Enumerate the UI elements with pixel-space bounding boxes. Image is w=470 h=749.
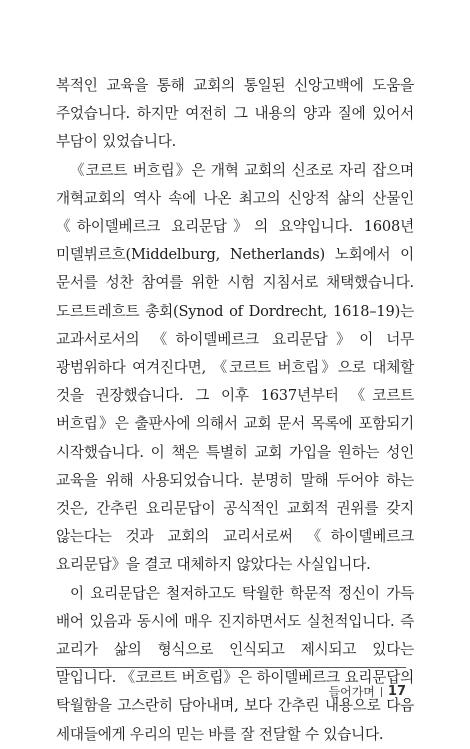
page-body — [56, 72, 414, 749]
page-number: 17 — [387, 684, 406, 699]
paragraph-3: 이 요리문답은 철저하고도 탁월한 학문적 정신이 가득 배어 있음과 동시에 매우 진지하면서도 실천적입니다. 즉 교리가 삶의 형식으로 인식되고 제시되고 있다는 말입니다. 《코르트 버흐립》은 하이델베르크 요리문답의 탁월함을 고스란히 담아내며, 보다 간추린 내용으로 다음 세대들에게 우리의 믿는 바를 잘 전달할 수 있습니다. — [56, 584, 414, 743]
page-footer — [329, 683, 406, 700]
footer-rule — [56, 667, 406, 668]
paragraph-2: 《코르트 버흐립》은 개혁 교회의 신조로 자리 잡으며 개혁교회의 역사 속에 나온 최고의 신앙적 삶의 산물인 《하이델베르크 요리문답》의 요약입니다. 1608년 미델뷔르흐(Middelburg, Netherlands) 노회에서 이 문서를 성찬 참여를 위한 시험 지침서로 채택했습니다. 도르트레흐트 총회(Synod of Dordrecht, 1618–19)는 교과서로서의 《하이델베르크 요리문답》이 너무 광범위하다 여겨진다면, 《코르트 버흐립》으로 대체할 것을 권장했습니다. 그 이후 1637년부터 《코르트 버흐립》은 출판사에 의해서 교회 문서 목록에 포함되기 시작했습니다. 이 책은 특별히 교회 가입을 원하는 성인 교육을 위해 사용되었습니다. 분명히 말해 두어야 하는 것은, 간추린 요리문답이 공식적인 교회적 권위를 갖지 않는다는 것과 교회의 교리서로써 《하이델베르크 요리문답》을 결코 대체하지 않았다는 사실입니다. — [56, 161, 414, 574]
paragraph-1: 복적인 교육을 통해 교회의 통일된 신앙고백에 도움을 주었습니다. 하지만 여전히 그 내용의 양과 질에 있어서 부담이 있었습니다. — [56, 77, 414, 151]
footer-separator — [381, 687, 382, 697]
section-label: 들어가며 — [328, 685, 375, 699]
